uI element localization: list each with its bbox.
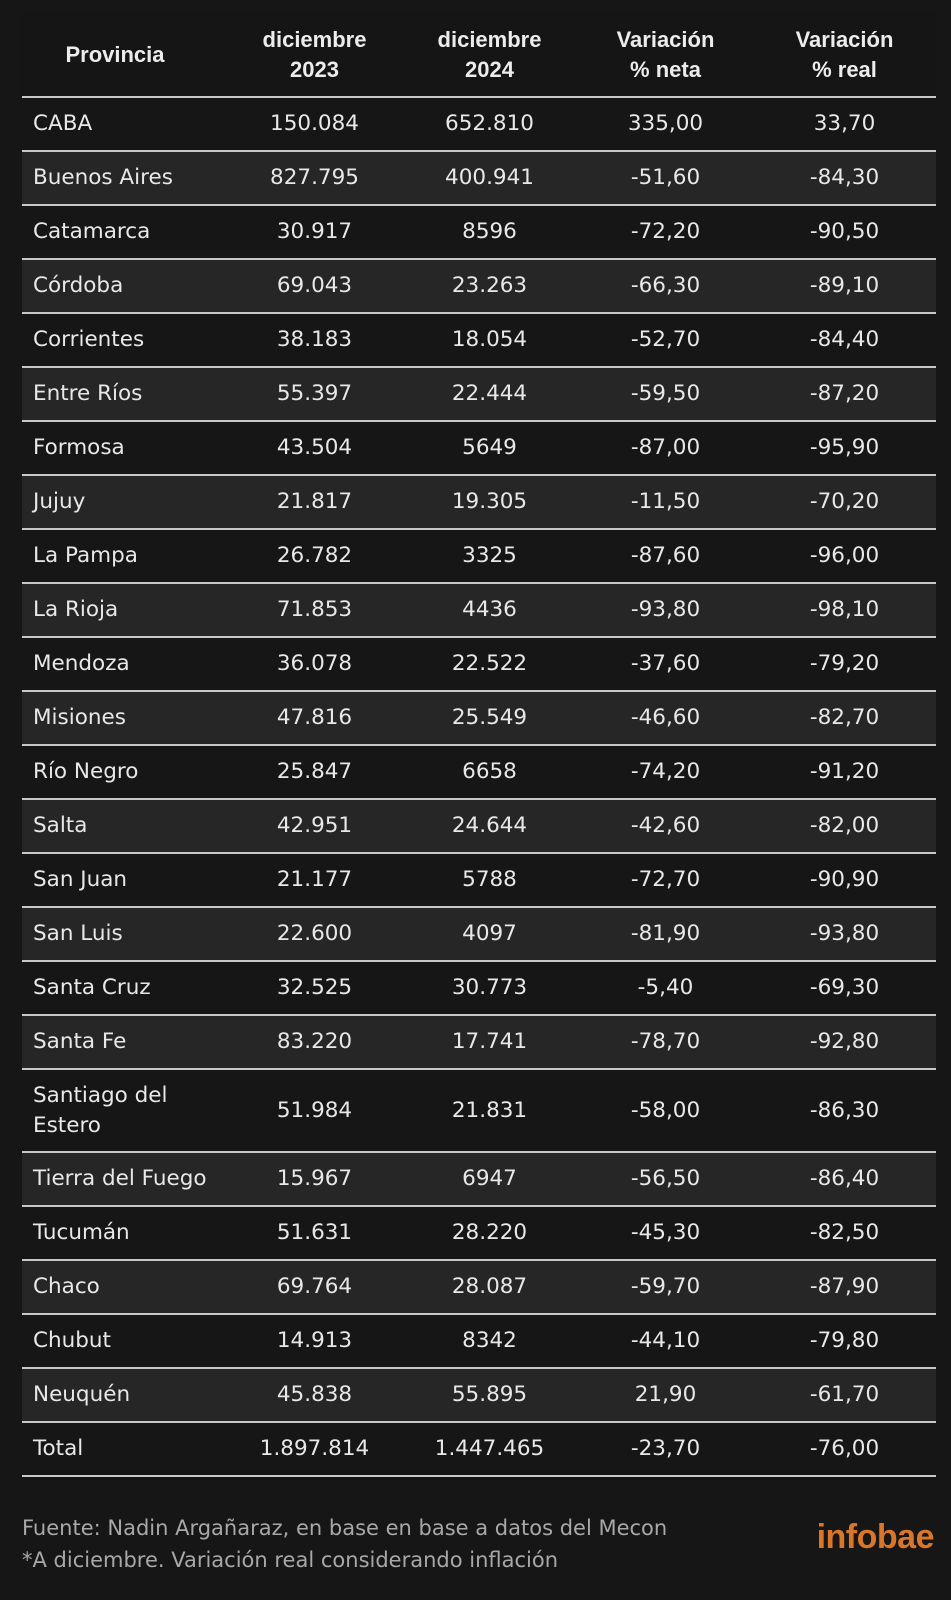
cell-var-neta: -46,60	[578, 691, 753, 745]
cell-provincia: Jujuy	[22, 475, 228, 529]
cell-var-real: 33,70	[753, 97, 936, 151]
cell-provincia: Mendoza	[22, 637, 228, 691]
cell-var-real: -82,50	[753, 1206, 936, 1260]
cell-var-real: -90,90	[753, 853, 936, 907]
cell-var-real: -69,30	[753, 961, 936, 1015]
cell-dic-2024: 6947	[401, 1152, 578, 1206]
cell-dic-2023: 51.984	[228, 1069, 401, 1152]
cell-dic-2024: 8596	[401, 205, 578, 259]
table-row	[22, 367, 936, 421]
cell-var-real: -92,80	[753, 1015, 936, 1069]
cell-dic-2024: 24.644	[401, 799, 578, 853]
cell-var-neta: 21,90	[578, 1368, 753, 1422]
cell-var-real: -79,80	[753, 1314, 936, 1368]
cell-var-real: -93,80	[753, 907, 936, 961]
header-provincia	[22, 14, 228, 97]
cell-provincia: Santiago del Estero	[22, 1069, 228, 1152]
header-line: Variación	[795, 27, 894, 52]
cell-var-real: -89,10	[753, 259, 936, 313]
cell-dic-2023: 42.951	[228, 799, 401, 853]
cell-dic-2024: 55.895	[401, 1368, 578, 1422]
data-table-container	[22, 14, 936, 1477]
cell-var-real: -79,20	[753, 637, 936, 691]
header-var-real	[753, 14, 936, 97]
cell-dic-2024: 18.054	[401, 313, 578, 367]
table-body	[22, 97, 936, 1476]
cell-dic-2023: 827.795	[228, 151, 401, 205]
cell-dic-2023: 25.847	[228, 745, 401, 799]
cell-var-neta: -66,30	[578, 259, 753, 313]
table-row	[22, 97, 936, 151]
header-line: diciembre	[437, 27, 542, 52]
header-line: 2023	[290, 57, 339, 82]
cell-dic-2023: 1.897.814	[228, 1422, 401, 1476]
cell-var-neta: -23,70	[578, 1422, 753, 1476]
header-row	[22, 14, 936, 97]
table-row	[22, 853, 936, 907]
cell-dic-2023: 22.600	[228, 907, 401, 961]
cell-dic-2023: 32.525	[228, 961, 401, 1015]
cell-var-real: -96,00	[753, 529, 936, 583]
cell-var-real: -86,30	[753, 1069, 936, 1152]
table-row	[22, 907, 936, 961]
cell-var-real: -84,30	[753, 151, 936, 205]
cell-provincia: CABA	[22, 97, 228, 151]
cell-dic-2023: 51.631	[228, 1206, 401, 1260]
cell-var-real: -87,20	[753, 367, 936, 421]
cell-dic-2024: 3325	[401, 529, 578, 583]
source-line-1: Fuente: Nadin Argañaraz, en base en base a datos del Mecon	[22, 1516, 668, 1540]
table-row	[22, 1368, 936, 1422]
cell-provincia: Neuquén	[22, 1368, 228, 1422]
cell-var-neta: -11,50	[578, 475, 753, 529]
cell-dic-2023: 38.183	[228, 313, 401, 367]
table-row	[22, 691, 936, 745]
cell-var-neta: -72,70	[578, 853, 753, 907]
header-line: Provincia	[65, 42, 165, 67]
cell-provincia: Tierra del Fuego	[22, 1152, 228, 1206]
cell-var-neta: -72,20	[578, 205, 753, 259]
header-line: % real	[812, 57, 877, 82]
cell-dic-2023: 45.838	[228, 1368, 401, 1422]
cell-dic-2023: 15.967	[228, 1152, 401, 1206]
cell-dic-2023: 21.817	[228, 475, 401, 529]
cell-dic-2024: 25.549	[401, 691, 578, 745]
cell-var-real: -90,50	[753, 205, 936, 259]
cell-var-neta: -51,60	[578, 151, 753, 205]
header-line: diciembre	[262, 27, 367, 52]
cell-dic-2024: 22.522	[401, 637, 578, 691]
cell-var-neta: -87,00	[578, 421, 753, 475]
cell-dic-2023: 14.913	[228, 1314, 401, 1368]
table-header	[22, 14, 936, 97]
cell-var-real: -76,00	[753, 1422, 936, 1476]
cell-dic-2024: 1.447.465	[401, 1422, 578, 1476]
cell-var-real: -98,10	[753, 583, 936, 637]
cell-var-neta: 335,00	[578, 97, 753, 151]
cell-var-real: -70,20	[753, 475, 936, 529]
table-row	[22, 1015, 936, 1069]
cell-dic-2024: 23.263	[401, 259, 578, 313]
cell-dic-2024: 652.810	[401, 97, 578, 151]
table-row	[22, 583, 936, 637]
cell-dic-2023: 71.853	[228, 583, 401, 637]
table-row	[22, 1206, 936, 1260]
table-row	[22, 961, 936, 1015]
cell-provincia: Santa Fe	[22, 1015, 228, 1069]
cell-provincia: Misiones	[22, 691, 228, 745]
cell-var-neta: -81,90	[578, 907, 753, 961]
cell-var-neta: -37,60	[578, 637, 753, 691]
cell-provincia: Corrientes	[22, 313, 228, 367]
cell-var-real: -86,40	[753, 1152, 936, 1206]
cell-dic-2024: 17.741	[401, 1015, 578, 1069]
table-row	[22, 205, 936, 259]
cell-dic-2024: 30.773	[401, 961, 578, 1015]
provinces-table	[22, 14, 936, 1477]
cell-dic-2024: 19.305	[401, 475, 578, 529]
table-row	[22, 799, 936, 853]
cell-var-neta: -44,10	[578, 1314, 753, 1368]
cell-provincia: Entre Ríos	[22, 367, 228, 421]
cell-var-neta: -56,50	[578, 1152, 753, 1206]
table-row	[22, 151, 936, 205]
cell-var-neta: -58,00	[578, 1069, 753, 1152]
header-dic-2023	[228, 14, 401, 97]
cell-dic-2023: 150.084	[228, 97, 401, 151]
table-row	[22, 745, 936, 799]
cell-dic-2024: 6658	[401, 745, 578, 799]
cell-var-neta: -93,80	[578, 583, 753, 637]
table-row	[22, 1069, 936, 1152]
table-row	[22, 1260, 936, 1314]
header-line: 2024	[465, 57, 514, 82]
cell-provincia: La Rioja	[22, 583, 228, 637]
cell-provincia: Chubut	[22, 1314, 228, 1368]
cell-provincia: Catamarca	[22, 205, 228, 259]
cell-var-real: -61,70	[753, 1368, 936, 1422]
cell-dic-2023: 43.504	[228, 421, 401, 475]
cell-var-real: -95,90	[753, 421, 936, 475]
header-var-neta	[578, 14, 753, 97]
cell-provincia: Río Negro	[22, 745, 228, 799]
cell-var-real: -87,90	[753, 1260, 936, 1314]
cell-var-neta: -45,30	[578, 1206, 753, 1260]
cell-dic-2023: 21.177	[228, 853, 401, 907]
cell-dic-2023: 55.397	[228, 367, 401, 421]
header-line: % neta	[630, 57, 701, 82]
cell-var-real: -84,40	[753, 313, 936, 367]
cell-dic-2024: 4097	[401, 907, 578, 961]
table-row	[22, 529, 936, 583]
table-row-total	[22, 1422, 936, 1476]
cell-provincia: Tucumán	[22, 1206, 228, 1260]
cell-var-neta: -42,60	[578, 799, 753, 853]
cell-var-neta: -5,40	[578, 961, 753, 1015]
table-row	[22, 259, 936, 313]
header-line: Variación	[616, 27, 715, 52]
cell-provincia: Buenos Aires	[22, 151, 228, 205]
cell-provincia: La Pampa	[22, 529, 228, 583]
cell-provincia: San Juan	[22, 853, 228, 907]
cell-dic-2024: 28.220	[401, 1206, 578, 1260]
cell-dic-2023: 69.043	[228, 259, 401, 313]
table-row	[22, 313, 936, 367]
cell-provincia: Total	[22, 1422, 228, 1476]
cell-var-real: -82,00	[753, 799, 936, 853]
cell-provincia: Formosa	[22, 421, 228, 475]
cell-var-real: -91,20	[753, 745, 936, 799]
table-row	[22, 1314, 936, 1368]
cell-provincia: Chaco	[22, 1260, 228, 1314]
cell-provincia: San Luis	[22, 907, 228, 961]
cell-provincia: Santa Cruz	[22, 961, 228, 1015]
cell-var-neta: -78,70	[578, 1015, 753, 1069]
cell-dic-2024: 400.941	[401, 151, 578, 205]
cell-var-neta: -87,60	[578, 529, 753, 583]
cell-dic-2023: 36.078	[228, 637, 401, 691]
cell-dic-2024: 22.444	[401, 367, 578, 421]
header-dic-2024	[401, 14, 578, 97]
source-line-2: *A diciembre. Variación real considerando inflación	[22, 1548, 559, 1572]
table-row	[22, 1152, 936, 1206]
cell-dic-2024: 5788	[401, 853, 578, 907]
cell-dic-2023: 30.917	[228, 205, 401, 259]
table-row	[22, 475, 936, 529]
cell-dic-2024: 5649	[401, 421, 578, 475]
cell-var-neta: -59,50	[578, 367, 753, 421]
cell-provincia: Salta	[22, 799, 228, 853]
table-row	[22, 637, 936, 691]
footer	[22, 1512, 936, 1582]
cell-dic-2024: 8342	[401, 1314, 578, 1368]
cell-dic-2023: 26.782	[228, 529, 401, 583]
cell-dic-2023: 83.220	[228, 1015, 401, 1069]
cell-var-neta: -74,20	[578, 745, 753, 799]
cell-provincia: Córdoba	[22, 259, 228, 313]
infobae-logo: infobae	[816, 1518, 934, 1556]
cell-var-real: -82,70	[753, 691, 936, 745]
cell-dic-2023: 69.764	[228, 1260, 401, 1314]
cell-dic-2024: 4436	[401, 583, 578, 637]
cell-var-neta: -59,70	[578, 1260, 753, 1314]
cell-var-neta: -52,70	[578, 313, 753, 367]
table-row	[22, 421, 936, 475]
cell-dic-2024: 21.831	[401, 1069, 578, 1152]
cell-dic-2024: 28.087	[401, 1260, 578, 1314]
cell-dic-2023: 47.816	[228, 691, 401, 745]
